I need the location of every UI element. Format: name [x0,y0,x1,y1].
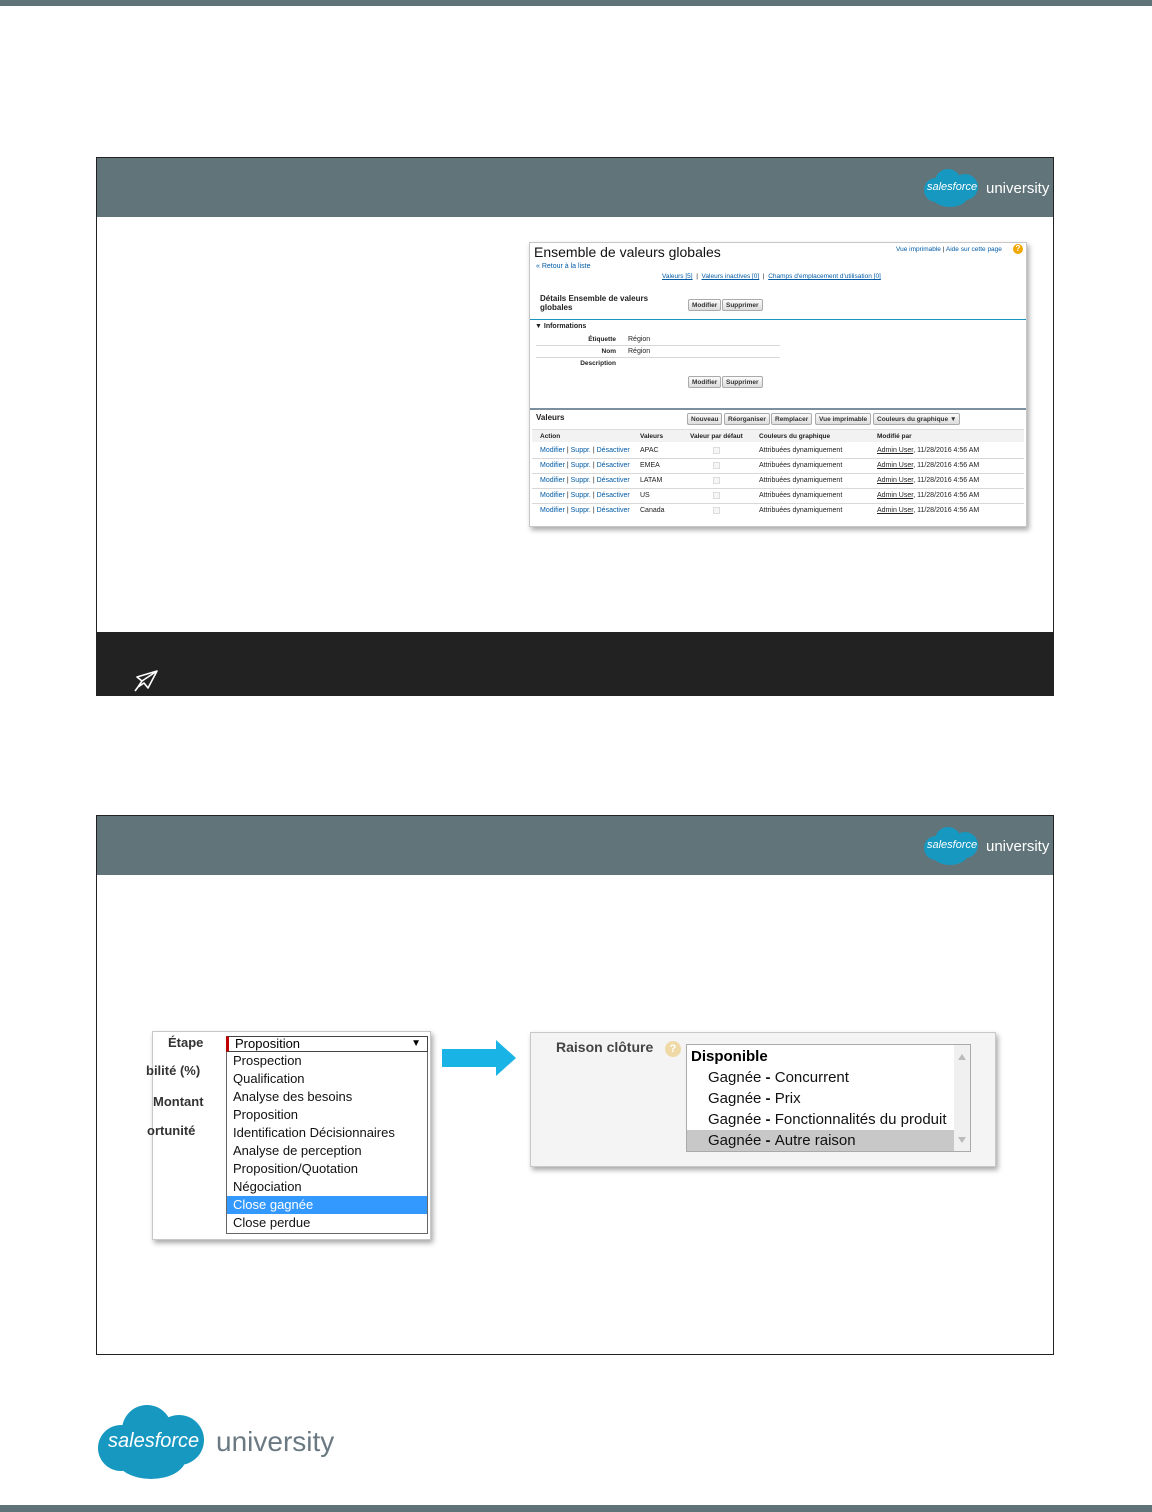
field-value-nom: Région [628,348,651,355]
row-value: LATAM [640,477,663,484]
stage-label: Étape [168,1035,204,1050]
top-links: Vue imprimable | Aide sur cette page [896,246,1002,253]
stage-option[interactable]: Qualification [233,1071,305,1086]
brand-word: university [986,837,1050,855]
row-actions: Modifier | Suppr. | Désactiver [540,492,630,499]
close-reason-label: Raison clôture [556,1039,654,1055]
row-deactivate-link[interactable]: Désactiver [596,462,630,469]
page-title: Ensemble de valeurs globales [534,244,721,260]
row-user-link[interactable]: Admin User [877,447,914,454]
stage-option[interactable]: Négociation [233,1179,302,1194]
table-row [532,473,1024,488]
brand-word: university [986,179,1050,197]
listbox-scrollbar[interactable] [954,1045,970,1151]
stage-picklist-screenshot [146,1031,431,1240]
row-edit-link[interactable]: Modifier [540,447,565,454]
details-title: Détails Ensemble de valeurs globales [540,294,649,312]
row-edit-link[interactable]: Modifier [540,477,565,484]
row-edit-link[interactable]: Modifier [540,492,565,499]
row-value: US [640,492,650,499]
slide-footer [97,632,1053,695]
stage-options-list [226,1052,428,1234]
help-link[interactable]: Aide sur cette page [945,246,1002,253]
right-arrow-icon [442,1040,518,1076]
stage-option[interactable]: Close perdue [233,1215,311,1230]
row-edit-link[interactable]: Modifier [540,507,565,514]
printable-view-link[interactable]: Vue imprimable [896,246,941,253]
row-modified: Admin User, 11/28/2016 4:56 AM [877,447,980,454]
help-icon[interactable]: ? [1013,244,1023,254]
stage-option[interactable]: Analyse de perception [233,1143,362,1158]
col-chart-colors: Couleurs du graphique [759,433,831,440]
edit-button[interactable]: Modifier [688,299,721,311]
table-row [532,488,1024,503]
bottom-border-bar [0,1505,1152,1512]
col-modified-by: Modifié par [877,433,912,440]
close-reason-option-highlighted[interactable]: Gagnée - Autre raison [687,1130,955,1151]
row-modified: Admin User, 11/28/2016 4:56 AM [877,462,980,469]
row-user-link[interactable]: Admin User [877,477,914,484]
row-user-link[interactable]: Admin User [877,492,914,499]
stage-option[interactable]: Proposition/Quotation [233,1161,359,1176]
row-delete-link[interactable]: Suppr. [570,477,591,484]
stage-option[interactable]: Proposition [233,1107,299,1122]
stage-option-selected[interactable]: Close gagnée [227,1196,427,1214]
help-icon[interactable]: ? [665,1041,681,1057]
slide-header [97,816,1053,875]
row-default-checkbox [713,492,720,499]
new-value-button[interactable]: Nouveau [687,413,722,425]
stage-option[interactable]: Identification Décisionnaires [233,1125,395,1140]
informations-section-toggle[interactable]: ▼ Informations [535,323,587,330]
row-actions: Modifier | Suppr. | Désactiver [540,447,630,454]
row-default-checkbox [713,507,720,514]
row-modified: Admin User, 11/28/2016 4:56 AM [877,492,980,499]
table-row [532,458,1024,473]
row-value: EMEA [640,462,660,469]
row-chart-color: Attribuées dynamiquement [759,477,843,484]
col-values: Valeurs [640,433,664,440]
amount-label: Montant [153,1094,204,1109]
col-action: Action [540,433,561,440]
delete-button-bottom[interactable]: Supprimer [722,376,763,388]
salesforce-cloud-icon: salesforce [922,168,980,208]
brand-word: university [216,1426,335,1457]
inactive-values-link[interactable]: Valeurs inactives [0] [701,273,760,280]
row-chart-color: Attribuées dynamiquement [759,492,843,499]
slide-header [97,158,1053,217]
close-reason-screenshot [530,1032,996,1167]
row-default-checkbox [713,477,720,484]
row-chart-color: Attribuées dynamiquement [759,447,843,454]
stage-option[interactable]: Analyse des besoins [233,1089,353,1104]
row-delete-link[interactable]: Suppr. [570,462,591,469]
row-deactivate-link[interactable]: Désactiver [596,447,630,454]
slide-close-reason [96,815,1054,1355]
replace-button[interactable]: Remplacer [771,413,812,425]
values-table-header [532,429,1024,442]
row-deactivate-link[interactable]: Désactiver [596,477,630,484]
slide-global-value-set [96,157,1054,696]
stage-select[interactable]: Proposition ▼ [226,1036,428,1052]
dropdown-arrow-icon: ▼ [411,1038,421,1049]
table-row [532,443,1024,458]
values-section-title: Valeurs [536,413,565,422]
row-actions: Modifier | Suppr. | Désactiver [540,507,630,514]
delete-button[interactable]: Supprimer [722,299,763,311]
table-row [532,503,1024,518]
row-value: Canada [640,507,665,514]
scroll-up-icon[interactable] [958,1054,966,1060]
top-border-bar [0,0,1152,6]
row-delete-link[interactable]: Suppr. [570,447,591,454]
row-default-checkbox [713,447,720,454]
row-delete-link[interactable]: Suppr. [570,507,591,514]
reorder-button[interactable]: Réorganiser [724,413,770,425]
salesforce-cloud-icon: salesforce [96,1403,208,1481]
page-footer-logo [96,1403,334,1481]
row-actions: Modifier | Suppr. | Désactiver [540,477,630,484]
row-deactivate-link[interactable]: Désactiver [596,492,630,499]
back-to-list-link[interactable]: « Retour à la liste [536,263,591,270]
values-link[interactable]: Valeurs [5] [662,273,693,280]
row-modified: Admin User, 11/28/2016 4:56 AM [877,477,980,484]
probability-label: bilité (%) [146,1063,201,1078]
row-user-link[interactable]: Admin User [877,462,914,469]
close-reason-listbox[interactable] [686,1044,971,1152]
listbox-group-label: Disponible [691,1048,768,1065]
usage-fields-link[interactable]: Champs d'emplacement d'utilisation [0] [768,273,881,280]
row-value: APAC [640,447,659,454]
row-chart-color: Attribuées dynamiquement [759,462,843,469]
row-chart-color: Attribuées dynamiquement [759,507,843,514]
field-label-nom: Nom [601,348,616,355]
row-delete-link[interactable]: Suppr. [570,492,591,499]
printable-values-button[interactable]: Vue imprimable [815,413,871,425]
close-reason-option[interactable]: Gagnée - Fonctionnalités du produit [708,1111,947,1128]
field-label-etiquette: Étiquette [588,336,616,343]
close-reason-option[interactable]: Gagnée - Prix [708,1090,801,1107]
rocket-outline-icon [131,669,159,693]
global-value-set-screenshot [529,242,1027,527]
row-actions: Modifier | Suppr. | Désactiver [540,462,630,469]
salesforce-cloud-icon: salesforce [922,826,980,866]
row-edit-link[interactable]: Modifier [540,462,565,469]
row-modified: Admin User, 11/28/2016 4:56 AM [877,507,980,514]
row-user-link[interactable]: Admin User [877,507,914,514]
brand-logo [922,826,1049,866]
row-default-checkbox [713,462,720,469]
edit-button-bottom[interactable]: Modifier [688,376,721,388]
chart-colors-dropdown[interactable]: Couleurs du graphique ▼ [873,413,960,425]
row-deactivate-link[interactable]: Désactiver [596,507,630,514]
opportunity-label: ortunité [147,1123,196,1138]
field-label-description: Description [580,360,616,367]
sublinks: Valeurs [5] | Valeurs inactives [0] | Champs d'emplacement d'utilisation [0] [662,273,881,280]
close-reason-option[interactable]: Gagnée - Concurrent [708,1069,849,1086]
brand-logo [922,168,1049,208]
stage-option[interactable]: Prospection [233,1053,302,1068]
scroll-down-icon[interactable] [958,1137,966,1143]
field-value-etiquette: Région [628,336,651,343]
col-default: Valeur par défaut [690,433,743,440]
